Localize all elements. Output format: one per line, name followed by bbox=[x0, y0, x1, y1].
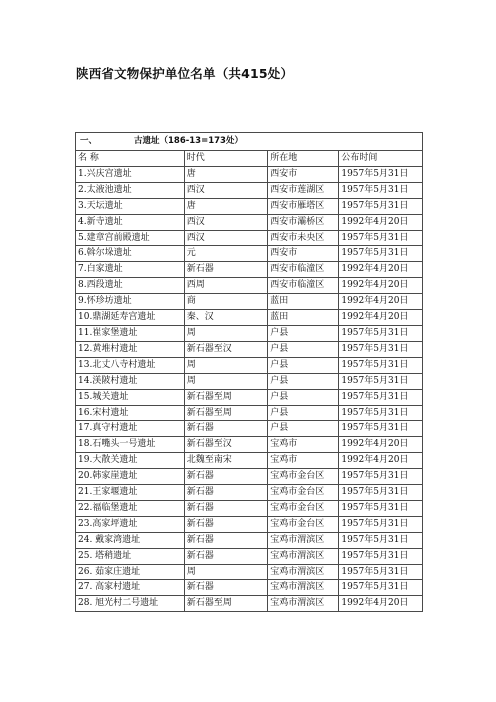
table-row bbox=[76, 214, 423, 230]
era-cell: 唐 bbox=[184, 166, 268, 182]
era-cell: 新石器至周 bbox=[184, 389, 268, 405]
era-cell: 北魏至南宋 bbox=[184, 453, 268, 469]
table-row bbox=[76, 580, 423, 596]
location-cell: 宝鸡市渭滨区 bbox=[268, 596, 339, 612]
location-cell: 户县 bbox=[268, 389, 339, 405]
location-cell: 西安市临潼区 bbox=[268, 262, 339, 278]
date-cell: 1957年5月31日 bbox=[339, 548, 423, 564]
era-cell: 新石器 bbox=[184, 469, 268, 485]
table-row bbox=[76, 516, 423, 532]
era-cell: 新石器 bbox=[184, 421, 268, 437]
table-row bbox=[76, 421, 423, 437]
date-cell: 1992年4月20日 bbox=[339, 294, 423, 310]
era-cell: 元 bbox=[184, 246, 268, 262]
date-cell: 1957年5月31日 bbox=[339, 325, 423, 341]
date-cell: 1957年5月31日 bbox=[339, 246, 423, 262]
location-cell: 西安市灞桥区 bbox=[268, 214, 339, 230]
location-cell: 宝鸡市金台区 bbox=[268, 485, 339, 501]
site-name-cell: 13.北丈八寺村遗址 bbox=[76, 357, 185, 373]
era-cell: 周 bbox=[184, 373, 268, 389]
era-cell: 西汉 bbox=[184, 230, 268, 246]
date-cell: 1992年4月20日 bbox=[339, 437, 423, 453]
era-cell: 新石器至汉 bbox=[184, 341, 268, 357]
column-header: 名 称 bbox=[76, 151, 185, 167]
table-row bbox=[76, 166, 423, 182]
date-cell: 1957年5月31日 bbox=[339, 580, 423, 596]
site-name-cell: 3.天坛遗址 bbox=[76, 198, 185, 214]
site-name-cell: 26. 茹家庄遗址 bbox=[76, 564, 185, 580]
site-name-cell: 7.白家遗址 bbox=[76, 262, 185, 278]
date-cell: 1957年5月31日 bbox=[339, 485, 423, 501]
era-cell: 周 bbox=[184, 325, 268, 341]
era-cell: 新石器 bbox=[184, 532, 268, 548]
era-cell: 新石器 bbox=[184, 548, 268, 564]
location-cell: 宝鸡市渭滨区 bbox=[268, 580, 339, 596]
table-row bbox=[76, 405, 423, 421]
site-name-cell: 1.兴庆宫遗址 bbox=[76, 166, 185, 182]
date-cell: 1992年4月20日 bbox=[339, 453, 423, 469]
table-row bbox=[76, 341, 423, 357]
table-row bbox=[76, 389, 423, 405]
date-cell: 1992年4月20日 bbox=[339, 278, 423, 294]
date-cell: 1957年5月31日 bbox=[339, 389, 423, 405]
era-cell: 新石器 bbox=[184, 485, 268, 501]
section-header-row bbox=[76, 133, 423, 151]
column-header-row bbox=[76, 151, 423, 167]
table-row bbox=[76, 564, 423, 580]
era-cell: 商 bbox=[184, 294, 268, 310]
section-number: 一、 bbox=[80, 136, 98, 147]
table-row bbox=[76, 278, 423, 294]
era-cell: 新石器 bbox=[184, 516, 268, 532]
column-header: 公布时间 bbox=[339, 151, 423, 167]
site-name-cell: 9.怀珍坊遗址 bbox=[76, 294, 185, 310]
table-row bbox=[76, 453, 423, 469]
location-cell: 宝鸡市金台区 bbox=[268, 469, 339, 485]
date-cell: 1992年4月20日 bbox=[339, 262, 423, 278]
location-cell: 蓝田 bbox=[268, 310, 339, 326]
table-row bbox=[76, 500, 423, 516]
table-row bbox=[76, 198, 423, 214]
location-cell: 宝鸡市渭滨区 bbox=[268, 564, 339, 580]
site-name-cell: 12.黄堆村遗址 bbox=[76, 341, 185, 357]
date-cell: 1957年5月31日 bbox=[339, 341, 423, 357]
site-name-cell: 27. 高家村遗址 bbox=[76, 580, 185, 596]
table-row bbox=[76, 230, 423, 246]
date-cell: 1957年5月31日 bbox=[339, 500, 423, 516]
site-name-cell: 20.韩家崖遗址 bbox=[76, 469, 185, 485]
page-title: 陕西省文物保护单位名单（共415处） bbox=[76, 66, 294, 81]
location-cell: 西安市未央区 bbox=[268, 230, 339, 246]
date-cell: 1957年5月31日 bbox=[339, 357, 423, 373]
location-cell: 户县 bbox=[268, 341, 339, 357]
section-header-cell bbox=[76, 133, 423, 151]
location-cell: 户县 bbox=[268, 421, 339, 437]
site-name-cell: 21.王家堰遗址 bbox=[76, 485, 185, 501]
site-name-cell: 17.真守村遗址 bbox=[76, 421, 185, 437]
location-cell: 西安市 bbox=[268, 246, 339, 262]
era-cell: 唐 bbox=[184, 198, 268, 214]
date-cell: 1957年5月31日 bbox=[339, 166, 423, 182]
era-cell: 秦、汉 bbox=[184, 310, 268, 326]
location-cell: 宝鸡市渭滨区 bbox=[268, 532, 339, 548]
date-cell: 1957年5月31日 bbox=[339, 469, 423, 485]
table-row bbox=[76, 246, 423, 262]
date-cell: 1957年5月31日 bbox=[339, 198, 423, 214]
date-cell: 1957年5月31日 bbox=[339, 182, 423, 198]
location-cell: 蓝田 bbox=[268, 294, 339, 310]
table-row bbox=[76, 182, 423, 198]
table-row bbox=[76, 294, 423, 310]
era-cell: 周 bbox=[184, 564, 268, 580]
table-row bbox=[76, 310, 423, 326]
date-cell: 1957年5月31日 bbox=[339, 230, 423, 246]
era-cell: 新石器至周 bbox=[184, 405, 268, 421]
site-name-cell: 10.鼎湖延寿宫遗址 bbox=[76, 310, 185, 326]
site-name-cell: 28. 旭光村二号遗址 bbox=[76, 596, 185, 612]
section-name: 古遗址（186-13=173处） bbox=[134, 136, 243, 147]
site-name-cell: 2.太液池遗址 bbox=[76, 182, 185, 198]
site-name-cell: 8.西段遗址 bbox=[76, 278, 185, 294]
era-cell: 周 bbox=[184, 357, 268, 373]
location-cell: 西安市雁塔区 bbox=[268, 198, 339, 214]
table-row bbox=[76, 596, 423, 612]
site-name-cell: 19.大散关遗址 bbox=[76, 453, 185, 469]
location-cell: 西安市临潼区 bbox=[268, 278, 339, 294]
date-cell: 1992年4月20日 bbox=[339, 310, 423, 326]
location-cell: 户县 bbox=[268, 373, 339, 389]
era-cell: 西周 bbox=[184, 278, 268, 294]
location-cell: 宝鸡市金台区 bbox=[268, 500, 339, 516]
table-row bbox=[76, 357, 423, 373]
column-header: 所在地 bbox=[268, 151, 339, 167]
site-name-cell: 14.渼陂村遗址 bbox=[76, 373, 185, 389]
date-cell: 1957年5月31日 bbox=[339, 421, 423, 437]
site-name-cell: 16.宋村遗址 bbox=[76, 405, 185, 421]
location-cell: 宝鸡市 bbox=[268, 437, 339, 453]
table-row bbox=[76, 437, 423, 453]
site-name-cell: 5.建章宫前殿遗址 bbox=[76, 230, 185, 246]
table-row bbox=[76, 548, 423, 564]
heritage-table-container bbox=[75, 132, 423, 612]
date-cell: 1992年4月20日 bbox=[339, 596, 423, 612]
column-header: 时代 bbox=[184, 151, 268, 167]
location-cell: 西安市莲湖区 bbox=[268, 182, 339, 198]
table-row bbox=[76, 262, 423, 278]
date-cell: 1957年5月31日 bbox=[339, 516, 423, 532]
date-cell: 1957年5月31日 bbox=[339, 405, 423, 421]
era-cell: 西汉 bbox=[184, 182, 268, 198]
site-name-cell: 24. 戴家湾遗址 bbox=[76, 532, 185, 548]
location-cell: 户县 bbox=[268, 357, 339, 373]
date-cell: 1957年5月31日 bbox=[339, 564, 423, 580]
location-cell: 宝鸡市金台区 bbox=[268, 516, 339, 532]
site-name-cell: 11.崔家堡遗址 bbox=[76, 325, 185, 341]
site-name-cell: 4.新寺遗址 bbox=[76, 214, 185, 230]
table-row bbox=[76, 325, 423, 341]
site-name-cell: 15.城关遗址 bbox=[76, 389, 185, 405]
era-cell: 西汉 bbox=[184, 214, 268, 230]
table-row bbox=[76, 469, 423, 485]
location-cell: 户县 bbox=[268, 325, 339, 341]
table-row bbox=[76, 485, 423, 501]
era-cell: 新石器至汉 bbox=[184, 437, 268, 453]
date-cell: 1992年4月20日 bbox=[339, 214, 423, 230]
heritage-table bbox=[75, 132, 423, 612]
table-row bbox=[76, 373, 423, 389]
location-cell: 西安市 bbox=[268, 166, 339, 182]
date-cell: 1957年5月31日 bbox=[339, 532, 423, 548]
site-name-cell: 25. 塔稍遗址 bbox=[76, 548, 185, 564]
era-cell: 新石器至周 bbox=[184, 596, 268, 612]
date-cell: 1957年5月31日 bbox=[339, 373, 423, 389]
site-name-cell: 23.高家坪遗址 bbox=[76, 516, 185, 532]
era-cell: 新石器 bbox=[184, 262, 268, 278]
era-cell: 新石器 bbox=[184, 580, 268, 596]
location-cell: 户县 bbox=[268, 405, 339, 421]
site-name-cell: 18.石嘴头一号遗址 bbox=[76, 437, 185, 453]
site-name-cell: 6.斡尔垛遗址 bbox=[76, 246, 185, 262]
era-cell: 新石器 bbox=[184, 500, 268, 516]
table-row bbox=[76, 532, 423, 548]
site-name-cell: 22.福临堡遗址 bbox=[76, 500, 185, 516]
location-cell: 宝鸡市 bbox=[268, 453, 339, 469]
location-cell: 宝鸡市渭滨区 bbox=[268, 548, 339, 564]
